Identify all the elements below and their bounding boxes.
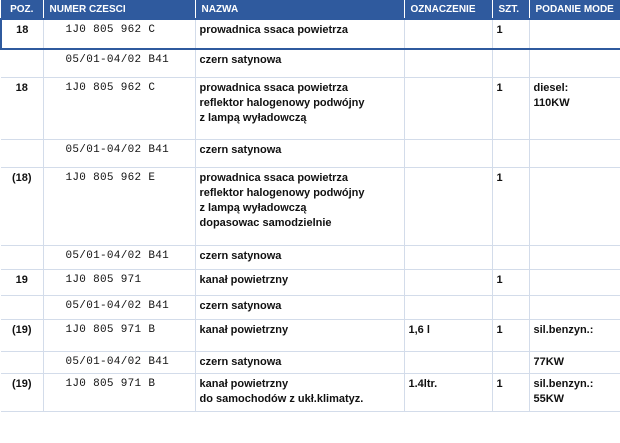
cell-quantity: 1 <box>492 269 529 295</box>
cell-name-line: czern satynowa <box>199 249 282 262</box>
cell-designation <box>404 351 492 373</box>
cell-name-line: czern satynowa <box>199 299 282 312</box>
cell-name-line: kanał powietrzny <box>199 377 289 390</box>
cell-designation: 1,6 l <box>404 319 492 351</box>
table-row[interactable] <box>1 351 620 373</box>
column-header-designation[interactable]: OZNACZENIE <box>404 0 492 19</box>
cell-part-number: 05/01-04/02 B41 <box>43 49 195 77</box>
cell-quantity <box>492 351 529 373</box>
cell-designation <box>404 139 492 167</box>
cell-name <box>195 295 404 319</box>
cell-poz: (19) <box>1 373 43 411</box>
cell-quantity <box>492 295 529 319</box>
cell-model-info <box>529 167 620 245</box>
cell-name-line: czern satynowa <box>199 143 282 156</box>
cell-model-info-line: 55KW <box>533 392 565 405</box>
cell-model-info <box>529 19 620 49</box>
cell-name <box>195 319 404 351</box>
cell-model-info-line: 77KW <box>533 355 565 368</box>
cell-part-number: 1J0 805 962 C <box>43 19 195 49</box>
table-row[interactable] <box>1 77 620 139</box>
cell-name-line: czern satynowa <box>199 54 282 66</box>
table-row[interactable] <box>1 269 620 295</box>
cell-name-line: reflektor halogenowy podwójny <box>199 186 365 199</box>
cell-name-line: prowadnica ssaca powietrza <box>199 81 349 94</box>
cell-part-number: 1J0 805 971 B <box>43 373 195 411</box>
cell-poz <box>1 295 43 319</box>
table-body <box>1 19 620 411</box>
cell-designation <box>404 77 492 139</box>
cell-name-line: prowadnica ssaca powietrza <box>199 171 349 184</box>
cell-part-number: 05/01-04/02 B41 <box>43 351 195 373</box>
cell-quantity: 1 <box>492 319 529 351</box>
cell-poz: 18 <box>1 77 43 139</box>
cell-part-number: 1J0 805 971 B <box>43 319 195 351</box>
cell-poz <box>1 139 43 167</box>
cell-model-info <box>529 351 620 373</box>
cell-designation <box>404 167 492 245</box>
cell-model-info <box>529 139 620 167</box>
column-header-model-info[interactable]: PODANIE MODE <box>529 0 620 19</box>
table-row[interactable] <box>1 139 620 167</box>
table-row[interactable] <box>1 49 620 77</box>
cell-part-number: 05/01-04/02 B41 <box>43 295 195 319</box>
cell-name <box>195 351 404 373</box>
cell-name <box>195 373 404 411</box>
cell-name-line: prowadnica ssaca powietrza <box>199 24 349 36</box>
cell-model-info <box>529 77 620 139</box>
cell-model-info <box>529 295 620 319</box>
cell-model-info <box>529 373 620 411</box>
cell-part-number: 1J0 805 962 E <box>43 167 195 245</box>
table-row[interactable] <box>1 295 620 319</box>
cell-name-line: do samochodów z ukł.klimatyz. <box>199 392 364 405</box>
cell-model-info-line: sil.benzyn.: <box>533 323 594 336</box>
cell-quantity: 1 <box>492 77 529 139</box>
cell-quantity: 1 <box>492 19 529 49</box>
cell-name <box>195 269 404 295</box>
cell-designation: 1.4ltr. <box>404 373 492 411</box>
cell-name-line: z lampą wyładowczą <box>199 111 307 124</box>
cell-quantity <box>492 245 529 269</box>
column-header-part-number[interactable]: NUMER CZESCI <box>43 0 195 19</box>
column-header-name[interactable]: NAZWA <box>195 0 404 19</box>
cell-model-info-line: sil.benzyn.: <box>533 377 594 390</box>
cell-model-info <box>529 319 620 351</box>
cell-quantity: 1 <box>492 373 529 411</box>
cell-name <box>195 77 404 139</box>
column-header-poz[interactable]: POZ. <box>1 0 43 19</box>
cell-name-line: reflektor halogenowy podwójny <box>199 96 365 109</box>
cell-poz: 19 <box>1 269 43 295</box>
cell-designation <box>404 49 492 77</box>
cell-name <box>195 167 404 245</box>
table-row[interactable] <box>1 319 620 351</box>
cell-poz <box>1 245 43 269</box>
cell-model-info-line: 110KW <box>533 96 570 109</box>
cell-model-info <box>529 269 620 295</box>
cell-designation <box>404 295 492 319</box>
table-row[interactable] <box>1 245 620 269</box>
cell-model-info-line: diesel: <box>533 81 569 94</box>
cell-model-info <box>529 49 620 77</box>
cell-name <box>195 19 404 49</box>
cell-model-info <box>529 245 620 269</box>
cell-poz: 18 <box>1 19 43 49</box>
cell-designation <box>404 269 492 295</box>
cell-part-number: 1J0 805 971 <box>43 269 195 295</box>
cell-name-line: kanał powietrzny <box>199 323 289 336</box>
cell-poz <box>1 351 43 373</box>
cell-name-line: kanał powietrzny <box>199 273 289 286</box>
cell-name <box>195 245 404 269</box>
cell-poz: (19) <box>1 319 43 351</box>
cell-designation <box>404 245 492 269</box>
cell-designation <box>404 19 492 49</box>
cell-part-number: 05/01-04/02 B41 <box>43 245 195 269</box>
cell-name-line: dopasowac samodzielnie <box>199 216 332 229</box>
cell-quantity <box>492 49 529 77</box>
table-row[interactable] <box>1 167 620 245</box>
cell-name <box>195 139 404 167</box>
table-row[interactable] <box>1 373 620 411</box>
column-header-quantity[interactable]: SZT. <box>492 0 529 19</box>
cell-name-line: czern satynowa <box>199 355 282 368</box>
cell-name-line: z lampą wyładowczą <box>199 201 307 214</box>
cell-poz <box>1 49 43 77</box>
table-header <box>1 0 620 19</box>
cell-quantity: 1 <box>492 167 529 245</box>
cell-quantity <box>492 139 529 167</box>
cell-part-number: 05/01-04/02 B41 <box>43 139 195 167</box>
cell-poz: (18) <box>1 167 43 245</box>
cell-name <box>195 49 404 77</box>
table-row[interactable] <box>1 19 620 49</box>
cell-part-number: 1J0 805 962 C <box>43 77 195 139</box>
